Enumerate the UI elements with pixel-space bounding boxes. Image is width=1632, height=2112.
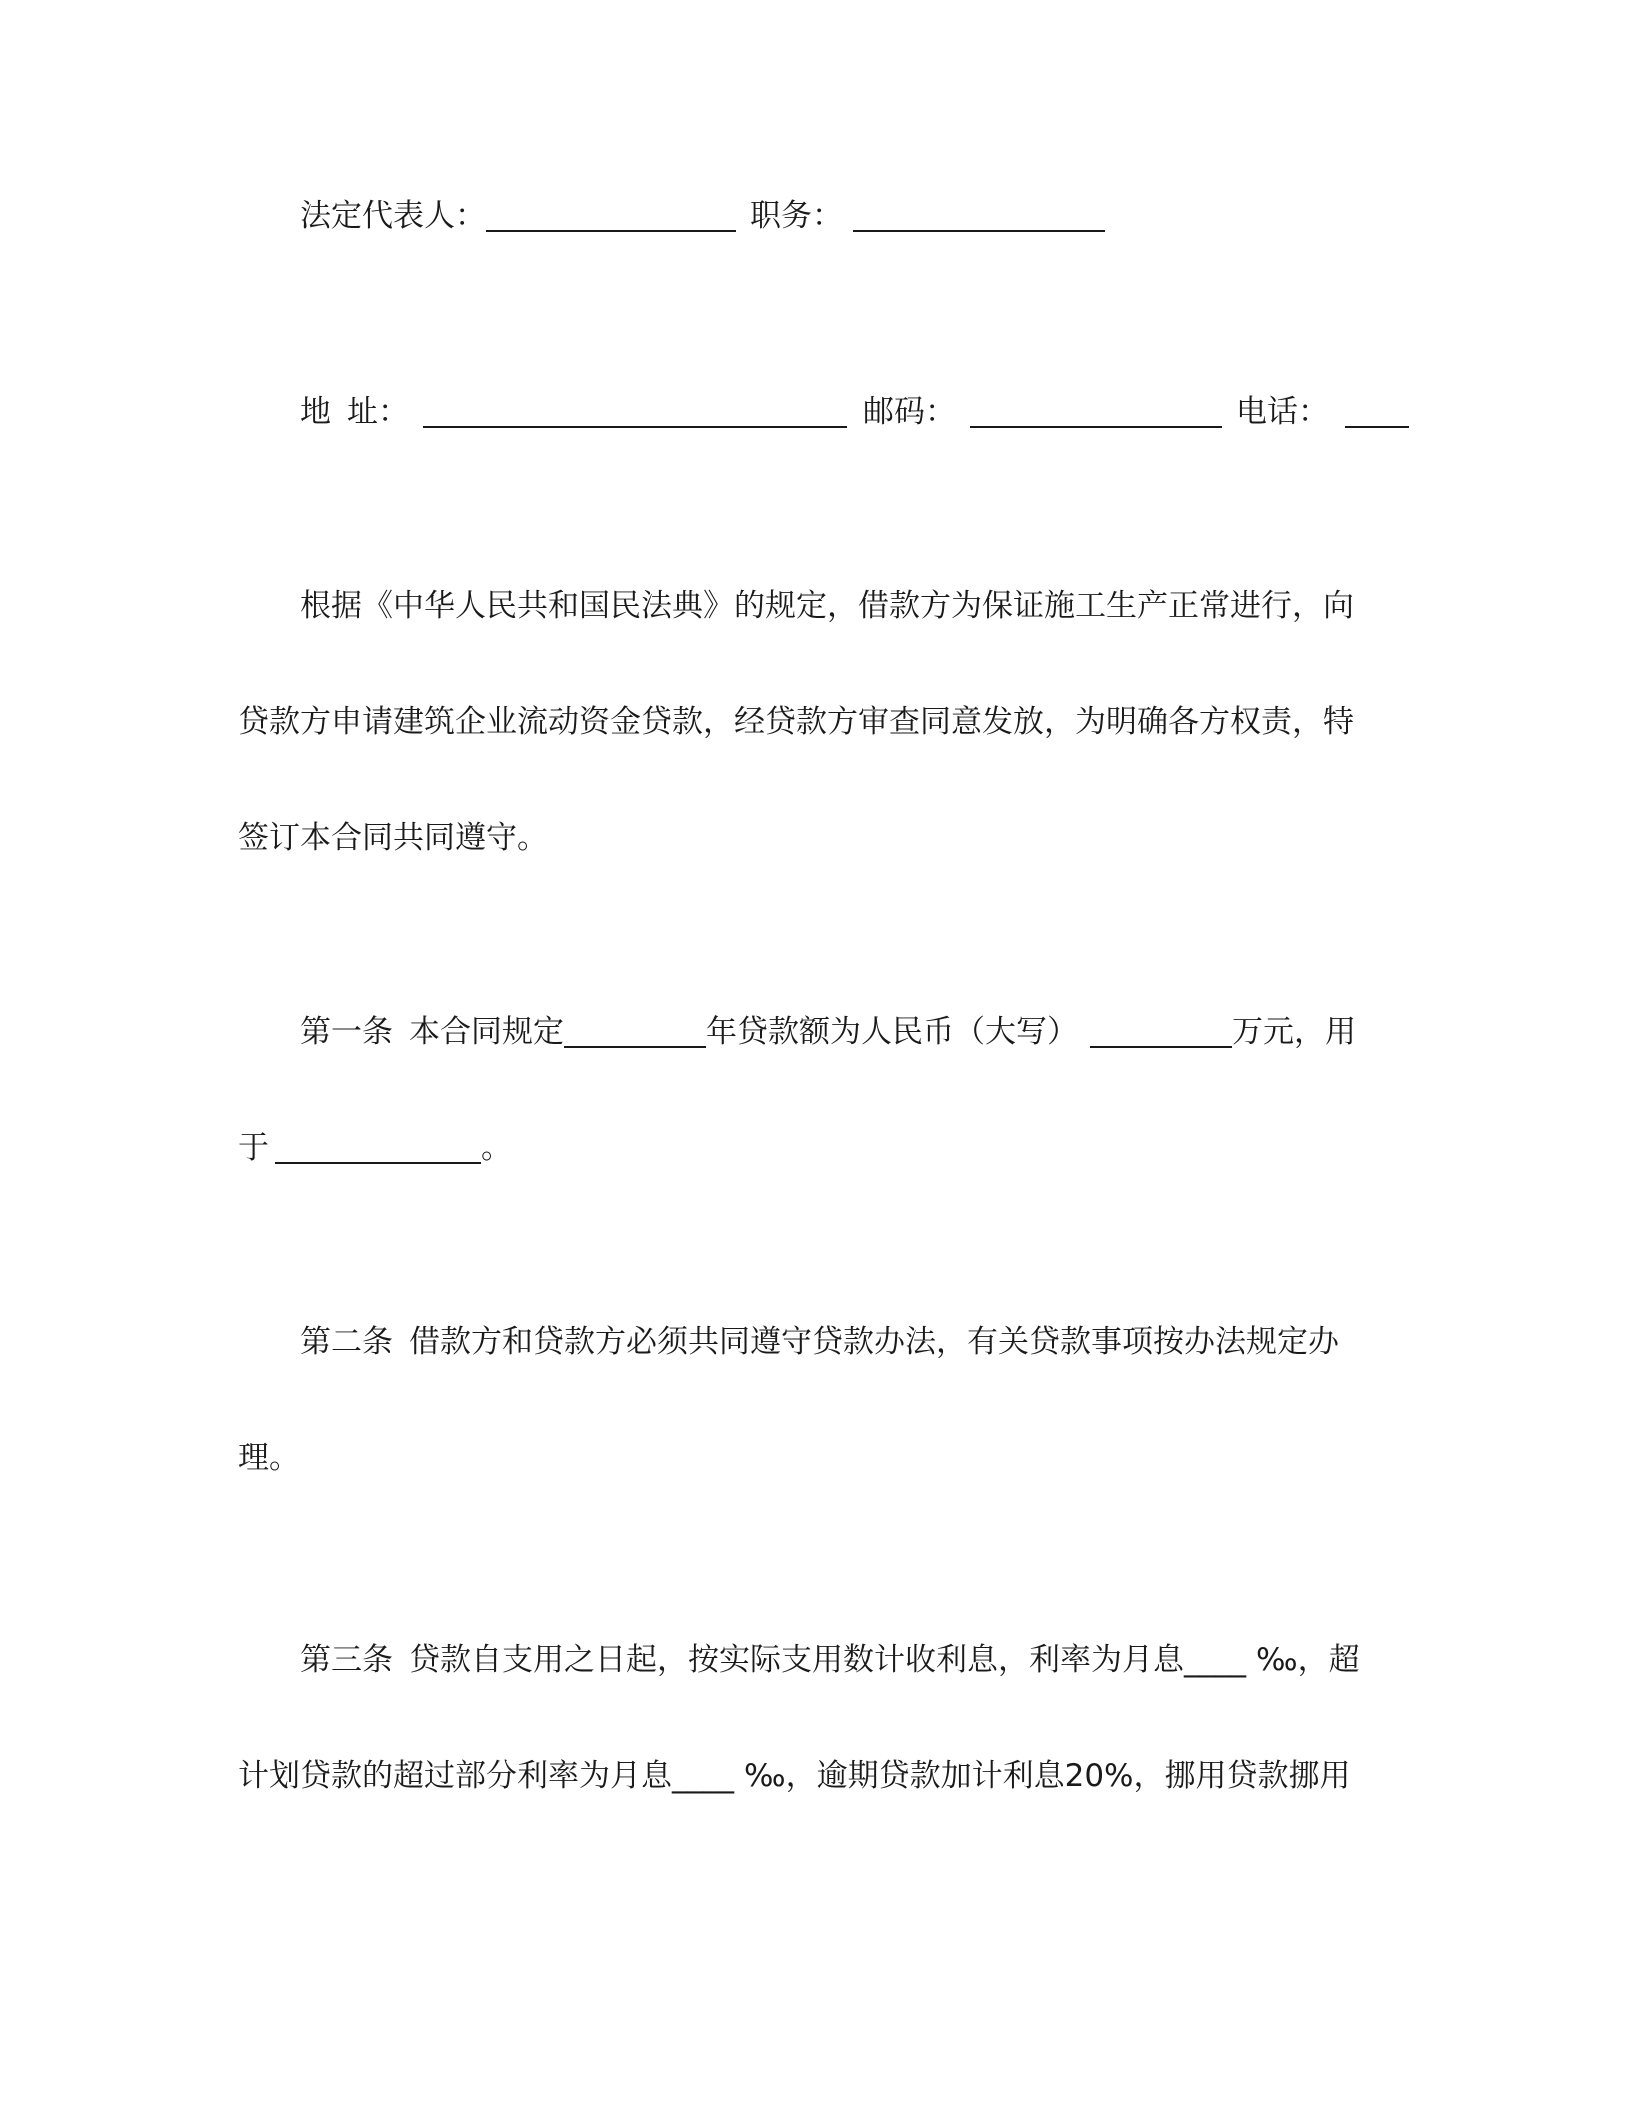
intro-line-1: 根据《中华人民共和国民法典》的规定，借款方为保证施工生产正常进行，向 <box>300 588 1354 624</box>
article2-line-1 <box>300 1322 1339 1362</box>
article1-text-a: 本合同规定 <box>409 1014 564 1050</box>
address-label-char2: 址： <box>347 394 409 430</box>
article1-text-d: 于 <box>238 1130 269 1166</box>
intro-line-2: 贷款方申请建筑企业流动资金贷款，经贷款方审查同意发放，为明确各方权责，特 <box>238 704 1354 740</box>
phone-label: 电话： <box>1236 394 1329 430</box>
article1-text-c: 万元，用 <box>1232 1014 1356 1050</box>
article3-number: 第三条 <box>300 1642 393 1678</box>
article3-text-c: 计划贷款的超过部分利率为月息____ <box>238 1758 734 1794</box>
article1-purpose-field[interactable] <box>275 1132 481 1164</box>
article1-year-field[interactable] <box>564 1016 706 1048</box>
address-row <box>300 392 1409 432</box>
phone-field[interactable] <box>1345 396 1409 428</box>
legal-rep-field[interactable] <box>486 200 736 232</box>
legal-rep-label: 法定代表人： <box>300 198 486 234</box>
article2-line-2: 理。 <box>238 1440 300 1476</box>
position-label: 职务： <box>750 198 843 234</box>
article3-text-a: 贷款自支用之日起，按实际支用数计收利息，利率为月息____ <box>409 1642 1246 1678</box>
article1-text-e: 。 <box>481 1130 512 1166</box>
postcode-field[interactable] <box>970 396 1222 428</box>
article1-line-2 <box>238 1128 512 1168</box>
article2-number: 第二条 <box>300 1324 393 1360</box>
article2-text-a: 借款方和贷款方必须共同遵守贷款办法，有关贷款事项按办法规定办 <box>409 1324 1339 1360</box>
article1-line-1 <box>300 1012 1356 1052</box>
article1-text-b: 年贷款额为人民币（大写） <box>706 1014 1078 1050</box>
article3-text-d: ‰，逾期贷款加计利息20%，挪用贷款挪用 <box>744 1758 1351 1794</box>
article3-text-b: ‰，超 <box>1256 1642 1360 1678</box>
address-label-char1: 地 <box>300 394 331 430</box>
postcode-label: 邮码： <box>863 394 956 430</box>
article3-line-2 <box>238 1756 1351 1796</box>
position-field[interactable] <box>853 200 1105 232</box>
legal-rep-row <box>300 196 1105 236</box>
article3-line-1 <box>300 1640 1360 1680</box>
intro-line-3: 签订本合同共同遵守。 <box>238 820 548 856</box>
article1-amount-field[interactable] <box>1090 1016 1232 1048</box>
article1-number: 第一条 <box>300 1014 393 1050</box>
address-field[interactable] <box>423 396 847 428</box>
